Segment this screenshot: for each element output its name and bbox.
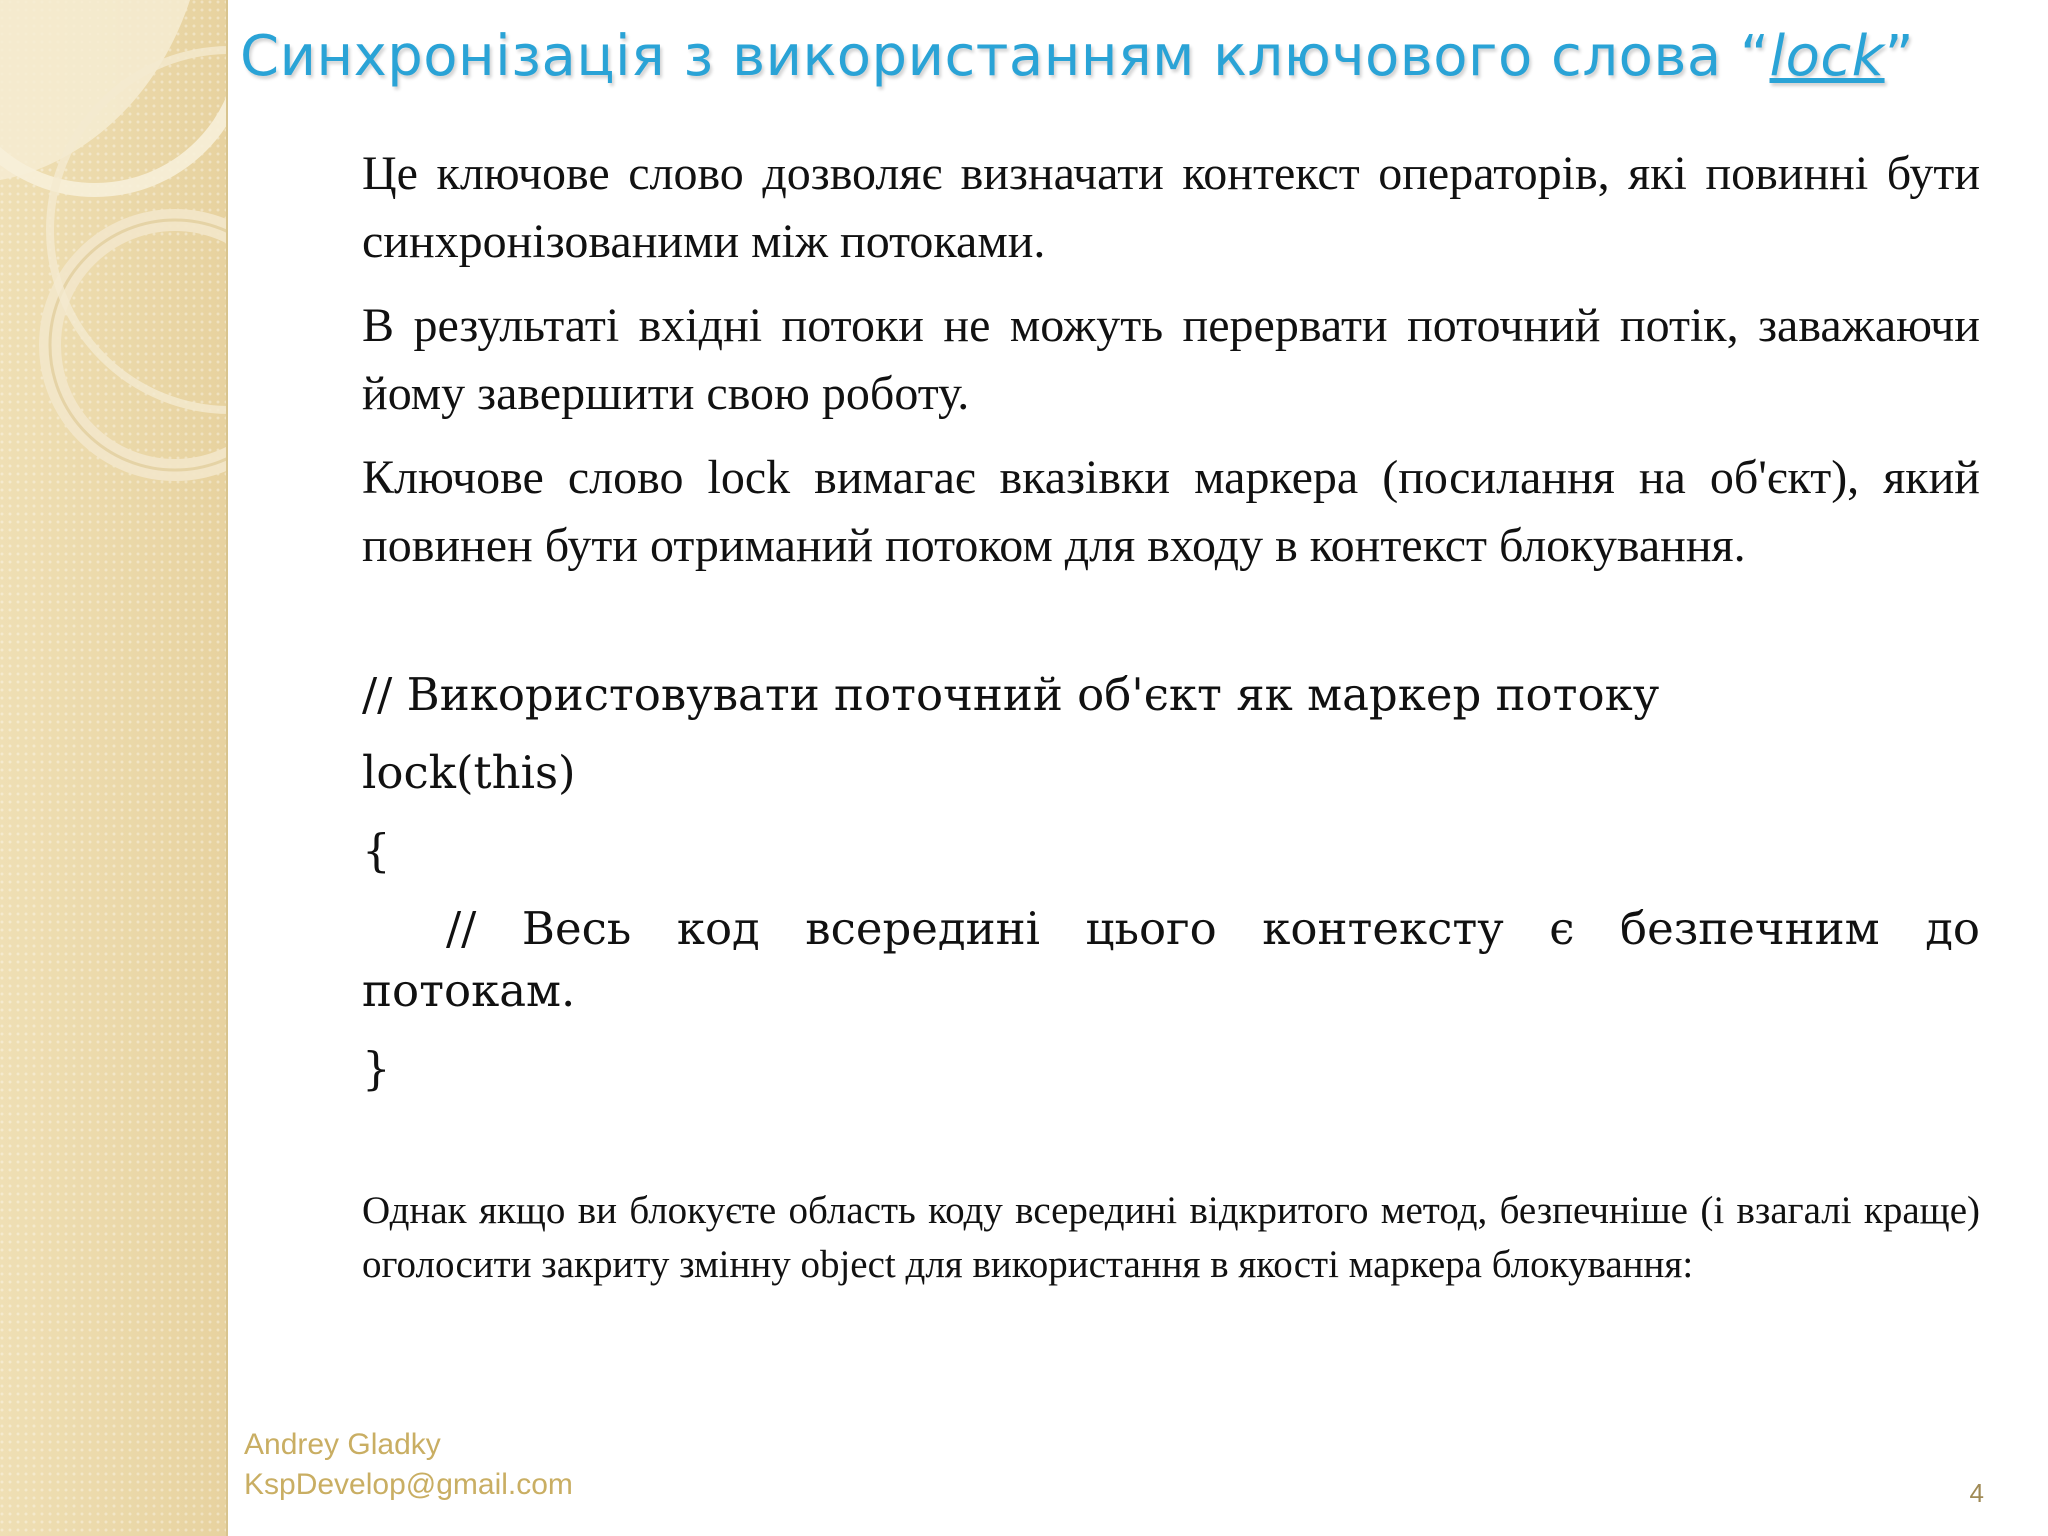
code-close-brace: } — [362, 1042, 391, 1095]
code-comment: // Використовувати поточний об'єкт як маркер потоку — [362, 668, 1660, 721]
page-number: 4 — [1969, 1478, 1984, 1508]
title-keyword-link[interactable]: lock — [1769, 24, 1885, 89]
code-open-brace: { — [362, 824, 391, 877]
note-paragraph: Однак якщо ви блокуєте область коду всередині відкритого метод, безпечніше (і взагалі краще) оголосити закриту змінну object для використання в якості маркера блокування: — [362, 1189, 1980, 1286]
decorative-sidebar — [0, 0, 228, 1536]
code-inner-comment: // Весь код всередині цього контексту є безпечним до потокам. — [362, 902, 1980, 1017]
paragraph-3: Ключове слово lock вимагає вказівки маркера (посилання на об'єкт), який повинен бути отриманий потоком для входу в контекст блокування. — [362, 451, 1980, 572]
footer-author: Andrey Gladky — [244, 1428, 441, 1461]
title-prefix: Синхронізація з використанням ключового слова “ — [240, 24, 1770, 89]
footer — [244, 1425, 573, 1505]
paragraph-2: В результаті вхідні потоки не можуть перервати поточний потік, заважаючи йому завершити свою роботу. — [362, 299, 1980, 420]
footer-email: KspDevelop@gmail.com — [244, 1468, 573, 1501]
slide-title — [240, 24, 2000, 89]
paragraph-1: Це ключове слово дозволяє визначати контекст операторів, які повинні бути синхронізованими між потоками. — [362, 147, 1980, 268]
decorative-circles — [0, 0, 228, 1536]
title-suffix: ” — [1884, 24, 1915, 89]
code-lock-line: lock(this) — [362, 746, 576, 799]
slide-body — [362, 140, 1980, 1331]
